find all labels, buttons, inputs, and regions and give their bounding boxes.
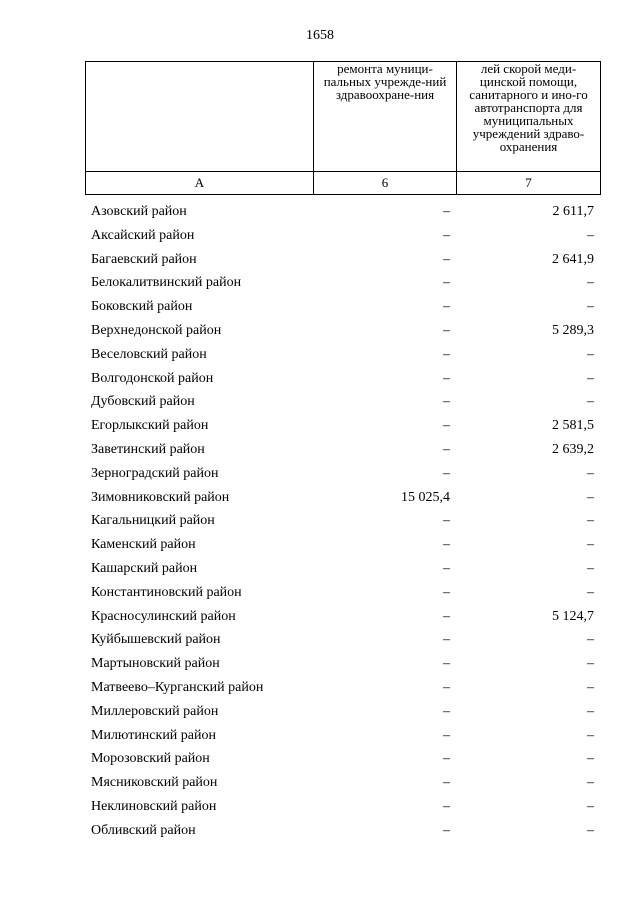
district-name: Мартыновский район — [91, 656, 220, 672]
page-number: 1658 — [306, 28, 334, 43]
value-col-6: – — [443, 560, 450, 576]
value-col-6: – — [443, 775, 450, 791]
value-col-7: – — [587, 703, 594, 719]
column-number-a: А — [86, 172, 314, 195]
table-row — [0, 819, 640, 843]
district-name: Мясниковский район — [91, 775, 218, 791]
column-header-table — [85, 61, 601, 195]
district-name: Константиновский район — [91, 584, 242, 600]
value-col-7: 2 581,5 — [552, 418, 594, 434]
header-row — [86, 62, 601, 172]
district-name: Морозовский район — [91, 751, 210, 767]
value-col-6: – — [443, 632, 450, 648]
value-col-7: 5 124,7 — [552, 608, 594, 624]
value-col-7: – — [587, 299, 594, 315]
value-col-7: – — [587, 584, 594, 600]
table-row — [0, 533, 640, 557]
district-name: Неклиновский район — [91, 798, 217, 814]
value-col-7: – — [587, 798, 594, 814]
value-col-7: – — [587, 751, 594, 767]
value-col-6: – — [443, 441, 450, 457]
district-name: Красносулинский район — [91, 608, 236, 624]
table-row — [0, 438, 640, 462]
table-row — [0, 771, 640, 795]
table-row — [0, 605, 640, 629]
value-col-7: – — [587, 727, 594, 743]
district-name: Зерноградский район — [91, 465, 219, 481]
table-row — [0, 486, 640, 510]
value-col-7: – — [587, 370, 594, 386]
table-row — [0, 652, 640, 676]
value-col-6: – — [443, 346, 450, 362]
value-col-6: – — [443, 418, 450, 434]
table-row — [0, 367, 640, 391]
value-col-7: – — [587, 513, 594, 529]
table-row — [0, 747, 640, 771]
value-col-7: 2 639,2 — [552, 441, 594, 457]
value-col-6: – — [443, 394, 450, 410]
table-row — [0, 248, 640, 272]
value-col-6: – — [443, 656, 450, 672]
value-col-6: – — [443, 751, 450, 767]
value-col-7: – — [587, 394, 594, 410]
district-name: Куйбышевский район — [91, 632, 221, 648]
value-col-7: – — [587, 275, 594, 291]
table-row — [0, 390, 640, 414]
value-col-7: – — [587, 679, 594, 695]
district-name: Багаевский район — [91, 251, 197, 267]
value-col-6: – — [443, 275, 450, 291]
value-col-6: – — [443, 513, 450, 529]
value-col-7: – — [587, 632, 594, 648]
header-cell-6: ремонта муници-пальных учрежде-ний здравоохране-ния — [314, 62, 457, 172]
table-row — [0, 224, 640, 248]
data-rows — [0, 200, 640, 843]
value-col-7: 2 641,9 — [552, 251, 594, 267]
table-row — [0, 724, 640, 748]
value-col-7: 2 611,7 — [552, 204, 594, 219]
value-col-6: – — [443, 465, 450, 481]
value-col-6: – — [443, 703, 450, 719]
value-col-7: – — [587, 822, 594, 838]
district-name: Веселовский район — [91, 346, 207, 362]
district-name: Кашарский район — [91, 560, 198, 576]
table-row — [0, 676, 640, 700]
value-col-6: – — [443, 299, 450, 315]
table-row — [0, 271, 640, 295]
table-row — [0, 319, 640, 343]
table-row — [0, 343, 640, 367]
district-name: Зимовниковский район — [91, 489, 230, 505]
value-col-7: – — [587, 560, 594, 576]
value-col-7: – — [587, 775, 594, 791]
district-name: Азовский район — [91, 204, 187, 219]
value-col-7: 5 289,3 — [552, 322, 594, 338]
value-col-6: – — [443, 822, 450, 838]
district-name: Каменский район — [91, 537, 196, 553]
value-col-6: 15 025,4 — [401, 489, 450, 505]
value-col-6: – — [443, 204, 450, 219]
district-name: Верхнедонской район — [91, 322, 222, 338]
value-col-7: – — [587, 465, 594, 481]
table-row — [0, 200, 640, 224]
district-name: Белокалитвинский район — [91, 275, 242, 291]
district-name: Матвеево–Курганский район — [91, 679, 264, 695]
column-number-7: 7 — [457, 172, 601, 195]
value-col-6: – — [443, 251, 450, 267]
table-row — [0, 557, 640, 581]
table-row — [0, 509, 640, 533]
value-col-6: – — [443, 679, 450, 695]
district-name: Обливский район — [91, 822, 196, 838]
district-name: Дубовский район — [91, 394, 195, 410]
district-name: Кагальницкий район — [91, 513, 215, 529]
value-col-6: – — [443, 584, 450, 600]
table-row — [0, 414, 640, 438]
value-col-6: – — [443, 537, 450, 553]
table-row — [0, 700, 640, 724]
district-name: Егорлыкский район — [91, 418, 209, 434]
value-col-6: – — [443, 370, 450, 386]
value-col-6: – — [443, 322, 450, 338]
district-name: Волгодонской район — [91, 370, 214, 386]
value-col-7: – — [587, 346, 594, 362]
table-row — [0, 295, 640, 319]
header-cell-7: лей скорой меди-цинской помощи, санитарного и ино-го автотранспорта для муниципальных учреждений здраво-охранения — [457, 62, 601, 172]
value-col-6: – — [443, 608, 450, 624]
value-col-7: – — [587, 537, 594, 553]
value-col-7: – — [587, 489, 594, 505]
district-name: Милютинский район — [91, 727, 217, 743]
district-name: Боковский район — [91, 299, 193, 315]
value-col-6: – — [443, 227, 450, 243]
district-name: Заветинский район — [91, 441, 205, 457]
table-row — [0, 795, 640, 819]
table-row — [0, 628, 640, 652]
value-col-6: – — [443, 798, 450, 814]
value-col-7: – — [587, 227, 594, 243]
value-col-7: – — [587, 656, 594, 672]
header-cell-a — [86, 62, 314, 172]
column-number-row — [86, 172, 601, 195]
value-col-6: – — [443, 727, 450, 743]
column-number-6: 6 — [314, 172, 457, 195]
table-row — [0, 581, 640, 605]
district-name: Аксайский район — [91, 227, 195, 243]
table-row — [0, 462, 640, 486]
district-name: Миллеровский район — [91, 703, 219, 719]
